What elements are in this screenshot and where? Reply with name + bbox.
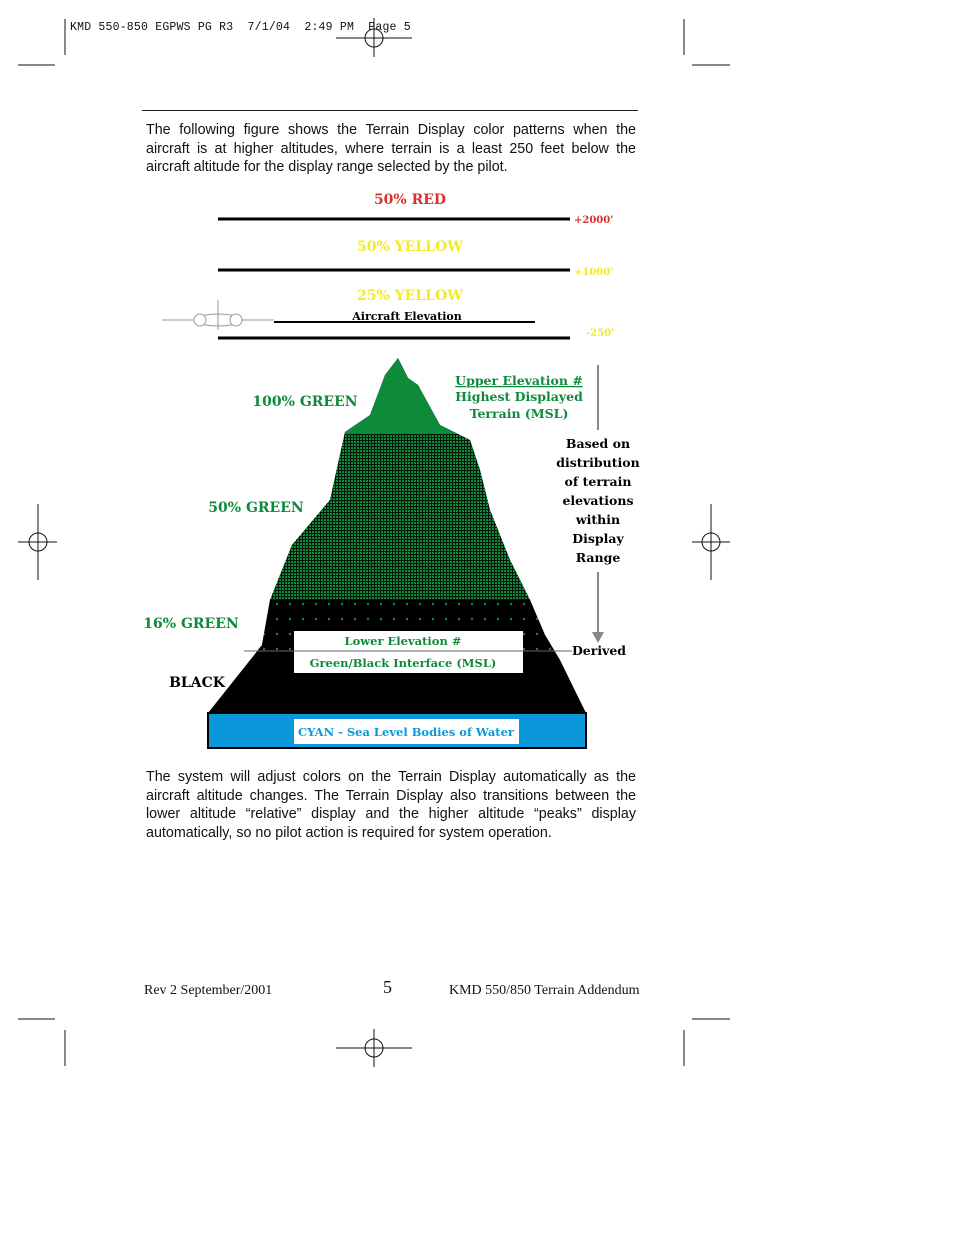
based-on-line-5: within (575, 512, 621, 527)
band-label-25-yellow: 25% YELLOW (357, 288, 463, 304)
derived-label: Derived (571, 643, 627, 658)
closing-paragraph: The system will adjust colors on the Terrain Display automatically as the aircraft altitude changes. The Terrain Display also transitions between the lower altitude “relative” display and the higher altitude “peaks” display automatically, so no pilot action is required for system operation. (146, 769, 636, 841)
upper-elevation-line-3: Terrain (MSL) (469, 406, 569, 421)
based-on-line-7: Range (575, 550, 621, 565)
label-black: BLACK (169, 675, 225, 691)
label-100-green: 100% GREEN (252, 394, 358, 410)
interface-label: Green/Black Interface (MSL) (309, 656, 497, 670)
band-label-red: 50% RED (373, 192, 447, 208)
based-on-line-1: Based on (565, 436, 631, 451)
aircraft-icon (162, 300, 274, 330)
footer-revision: Rev 2 September/2001 (144, 983, 273, 998)
altitude-mark-250: -250' (586, 328, 615, 339)
based-on-line-2: distribution (556, 455, 640, 470)
label-16-green: 16% GREEN (143, 616, 239, 632)
upper-elevation-line-2: Highest Displayed (455, 389, 583, 404)
label-50-green: 50% GREEN (208, 500, 304, 516)
print-header: KMD 550-850 EGPWS PG R3 7/1/04 2:49 PM Page 5 (70, 21, 411, 34)
based-on-line-6: Display (572, 531, 624, 546)
altitude-mark-1000: +1000' (574, 267, 614, 278)
band-label-50-yellow: 50% YELLOW (357, 239, 463, 255)
based-on-line-3: of terrain (564, 474, 632, 489)
based-on-line-4: elevations (562, 493, 634, 508)
page-number: 5 (383, 977, 392, 997)
lower-elevation-label: Lower Elevation # (344, 634, 462, 648)
band-50-green (200, 434, 600, 600)
upper-elevation-line-1: Upper Elevation # (455, 373, 583, 388)
aircraft-elevation-label: Aircraft Elevation (352, 310, 462, 323)
cyan-label: CYAN - Sea Level Bodies of Water (298, 725, 514, 739)
footer-document-title: KMD 550/850 Terrain Addendum (449, 983, 640, 998)
intro-paragraph: The following figure shows the Terrain Display color patterns when the aircraft is at higher altitudes, where terrain is a least 250 feet below the aircraft altitude for the display range selected by the pilot. (146, 122, 636, 176)
range-arrow-head (592, 632, 604, 643)
altitude-mark-2000: +2000' (574, 215, 614, 226)
